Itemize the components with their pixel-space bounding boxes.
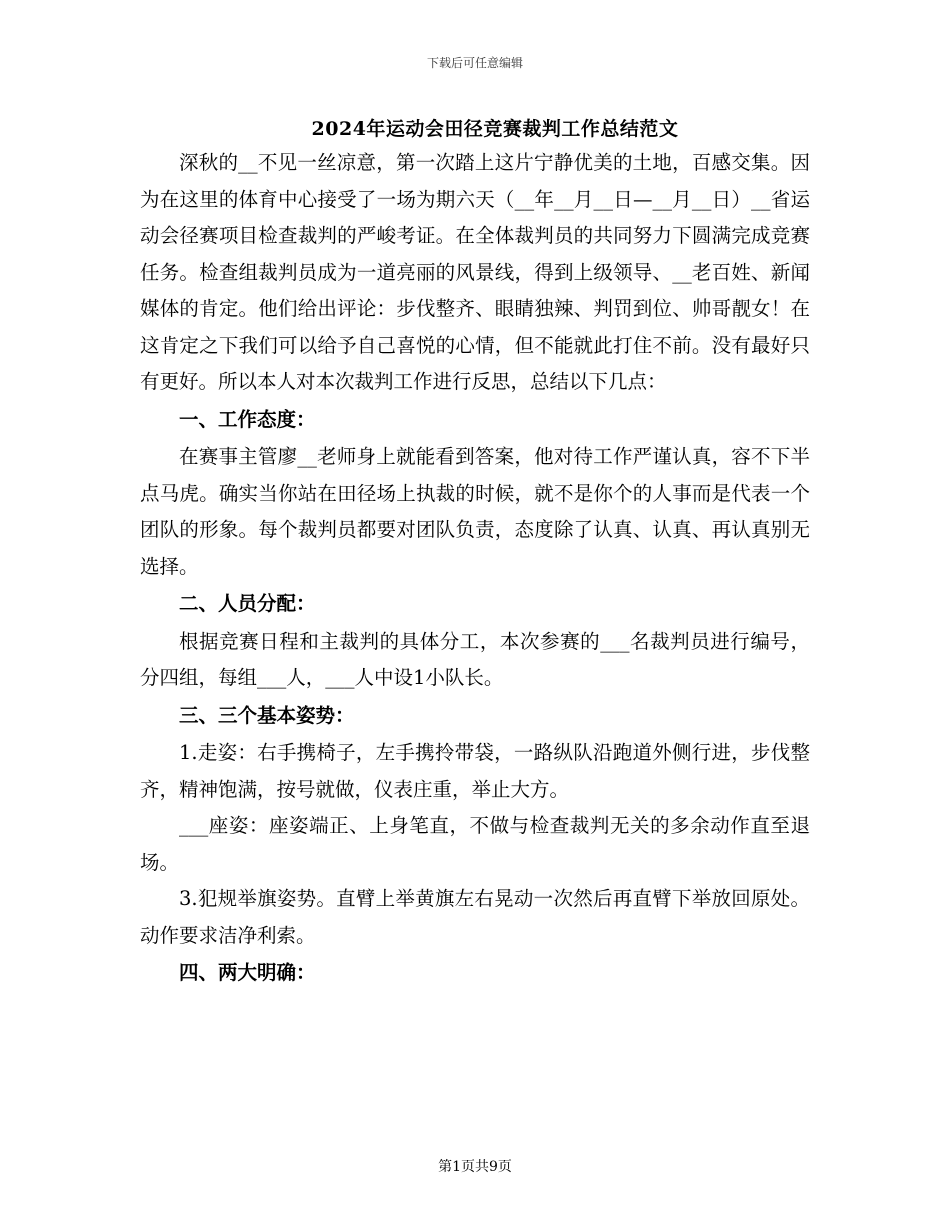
intro-paragraph: 深秋的__不见一丝凉意，第一次踏上这片宁静优美的土地，百感交集。因为在这里的体育中心接受了一场为期六天（__年__月__日—__月__日）__省运动会径赛项目检查裁判的严峻考证。在全体裁判员的共同努力下圆满完成竞赛任务。检查组裁判员成为一道亮丽的风景线，得到上级领导、__老百姓、新闻媒体的肯定。他们给出评论：步伐整齐、眼睛独辣、判罚到位、帅哥靓女！在这肯定之下我们可以给予自己喜悦的心情，但不能就此打住不前。没有最好只有更好。所以本人对本次裁判工作进行反思，总结以下几点： <box>140 151 810 393</box>
section-heading-postures: 三、三个基本姿势： <box>179 703 355 727</box>
section-heading-clarifications: 四、两大明确： <box>179 961 316 984</box>
document-body <box>140 145 810 993</box>
attitude-paragraph: 在赛事主管廖__老师身上就能看到答案，他对待工作严谨认真，容不下半点马虎。确实当你站在田径场上执裁的时候，就不是你个的人事而是代表一个团队的形象。每个裁判员都要对团队负责，态度除了认真、认真、再认真别无选择。 <box>140 445 810 578</box>
staffing-paragraph: 根据竞赛日程和主裁判的具体分工，本次参赛的___名裁判员进行编号，分四组，每组___人，___人中设1小队长。 <box>140 629 810 689</box>
document-title: 2024年运动会田径竞赛裁判工作总结范文 <box>311 118 679 140</box>
posture-sitting-paragraph: ___座姿：座姿端正、上身笔直，不做与检查裁判无关的多余动作直至退场。 <box>140 814 810 874</box>
page-number: 第1页共9页 <box>438 1159 512 1175</box>
section-heading-staffing: 二、人员分配： <box>179 592 316 615</box>
posture-walking-paragraph: 1.走姿：右手携椅子，左手携拎带袋，一路纵队沿跑道外侧行进，步伐整齐，精神饱满，按号就做，仪表庄重，举止大方。 <box>140 741 810 801</box>
header-note: 下载后可任意编辑 <box>426 56 523 70</box>
section-heading-attitude: 一、工作态度： <box>179 407 316 431</box>
posture-flag-paragraph: 3.犯规举旗姿势。直臂上举黄旗左右晃动一次然后再直臂下举放回原处。动作要求洁净利索。 <box>140 887 810 947</box>
